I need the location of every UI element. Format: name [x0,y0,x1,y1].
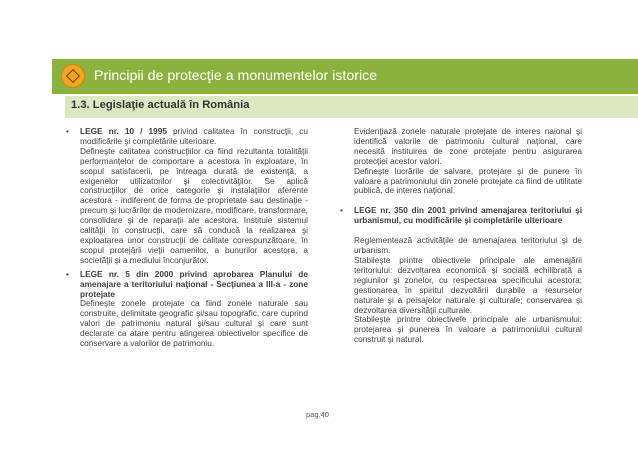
paragraph: Defineşte lucrările de salvare, protejare şi de punere în valoare a patrimoniului din zonele protejate ca fiind de utilitate publică, de interes naţional. [354,165,582,196]
law-title: LEGE nr. 350 din 2001 privind amenajarea teritoriului şi urbanismul, cu modificările şi completările ulterioare [354,205,582,226]
law-item-10-1995 [66,127,308,266]
diamond-shape [66,69,80,83]
law-item-5-2000 [66,270,308,349]
left-column [66,127,308,349]
paragraph: Stabileşte printre obiectivele principale ale amenajării teritoriului: dezvoltarea economică şi socială echilibrată a regiunilor şi zonelor, cu respectarea specificului acestora; gestionarea în spiritul dezvoltării durabile a resurselor naturale şi a peisajelor naturale şi culturale; conservarea şi dezvoltarea diversităţii culturale. [354,254,582,315]
bullet: • [66,268,69,279]
paragraph: Evidenţiază zonele naturale protejate de interes naional şi identifică valorile de patrimoniu cultural naţional, care necesită instituirea de zone protejate pentru asigurarea protecţiei acestor valori. [354,126,582,166]
paragraph: Stabileşte printre obiectivele principale ale urbanismului: protejarea şi punerea în valoare a patrimoniului cultural construit şi natural. [354,314,582,345]
right-column [340,127,582,345]
law-title: LEGE nr. 5 din 2000 privind aprobarea Planului de amenajare a teritoriului naţional - Secţiunea a III-a - zone protejate [80,268,308,299]
bullet: • [66,126,69,136]
law-title: LEGE nr. 10 / 1995 [80,126,167,136]
page-title: Principii de protecţie a monumentelor istorice [94,68,378,84]
law-description: Defineşte zonele protejate ca fiind zonele naturale sau construite, delimitate geografic şi/sau topografic, care cuprind valori de patrimoniu natural şi/sau cultural şi care sunt declarate ca atare pentru atingerea obiectivelor specifice de conservare a valorilor de patrimoniu. [80,298,308,349]
page-number: pag.40 [306,410,329,419]
bullet: • [340,205,343,216]
law-item-350-2001 [340,206,582,226]
diamond-in-circle-icon [61,64,85,88]
law-description: Defineşte calitatea construcţiilor ca fiind rezultanta totalităţii performanţelor de comportare a acestora în exploatare, în scopul satisfacerii, pe întreaga durată de existenţă, a exigenelor utilizatorilor şi colectivităţilor. Se aplică construcţiilor de orice categorie şi instalaţiilor aferente acestora - indiferent de forma de proprietate sau destinaţie - precum şi lucrărilor de modernizare, modificare, transformare, consolidare şi de reparaţii ale acestora. Instituie sistemul calităţii în construcţii, care să conducă la realizarea şi exploatarea unor construcţii de calitate corespunzătoare, în scopul protejării vieţii oamenilor, a bunurilor acestora, a societăţii şi a mediului înconjurător. [80,145,308,265]
paragraph: Reglementează activităţile de amenajarea teritoriului şi de urbanism. [354,235,582,256]
section-title: 1.3. Legislaţie actuală în România [71,99,250,111]
law-title-suffix: privind calitatea în construcţii, cu modificările şi completările ulterioare. [80,126,308,146]
